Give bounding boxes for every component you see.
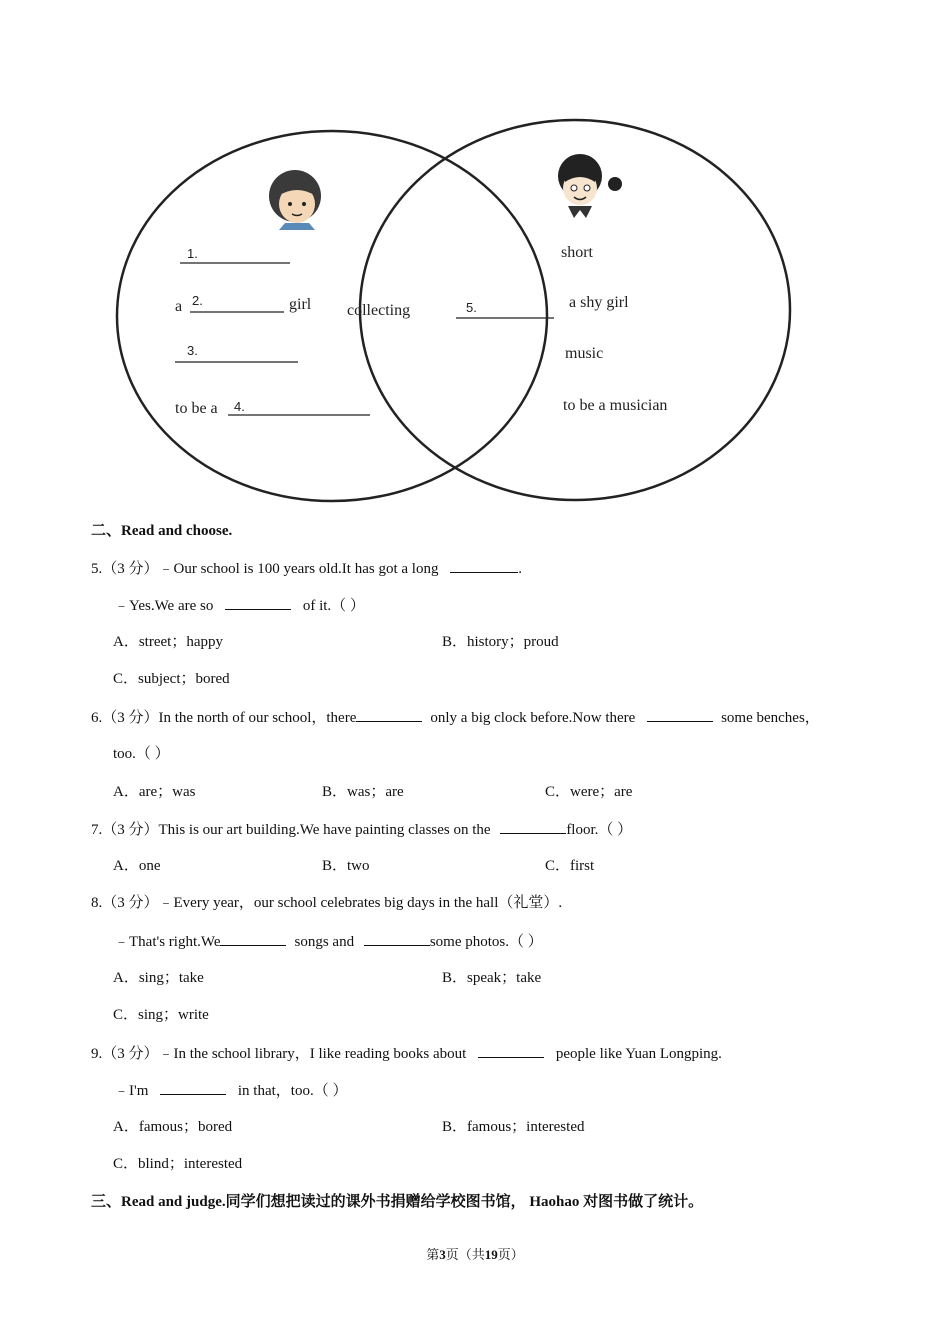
q6-stem2: only a big clock before.Now there bbox=[430, 710, 636, 726]
q7-end: floor.（ ） bbox=[566, 822, 633, 838]
q5-line1 bbox=[91, 558, 950, 579]
q6-blank2 bbox=[647, 707, 713, 722]
q9-reply2: in that，too.（ ） bbox=[237, 1083, 348, 1099]
middle-label: collecting bbox=[347, 302, 411, 319]
right-item-4: to be a musician bbox=[563, 397, 668, 414]
q8-option-c[interactable]: C．sing；write bbox=[113, 1007, 209, 1023]
q9-line2 bbox=[114, 1080, 950, 1101]
girl-left-icon bbox=[269, 170, 321, 230]
footer-post: 页） bbox=[497, 1247, 524, 1262]
q5-reply: ﹣Yes.We are so bbox=[114, 598, 214, 614]
q8-line1: 8.（3 分）﹣Every year，our school celebrates big days in the hall（礼堂）. bbox=[91, 895, 563, 911]
q5-blank2 bbox=[225, 595, 291, 610]
q8-reply2: songs and bbox=[294, 934, 355, 950]
q8-blank1 bbox=[220, 931, 286, 946]
blank5-number: 5. bbox=[466, 300, 477, 315]
q7-stem: 7.（3 分）This is our art building.We have painting classes on the bbox=[91, 822, 491, 838]
q6-option-b[interactable]: B．was；are bbox=[322, 784, 404, 800]
blank3-number: 3. bbox=[187, 343, 198, 358]
page-footer bbox=[0, 1244, 950, 1263]
q8-option-a[interactable]: A．sing；take bbox=[113, 970, 204, 986]
q9-stem1: 9.（3 分）﹣In the school library，I like reading books about bbox=[91, 1046, 467, 1062]
footer-pre: 第 bbox=[426, 1247, 440, 1262]
q9-blank2 bbox=[160, 1080, 226, 1095]
q7-blank bbox=[500, 819, 566, 834]
q5-option-a[interactable]: A．street；happy bbox=[113, 634, 223, 650]
left-circle bbox=[117, 131, 547, 501]
footer-page-number: 3 bbox=[439, 1247, 446, 1262]
venn-svg bbox=[110, 118, 800, 508]
q9-blank1 bbox=[478, 1043, 544, 1058]
blank4-prefix: to be a bbox=[175, 400, 218, 417]
q8-line2 bbox=[114, 931, 950, 952]
venn-diagram bbox=[110, 118, 800, 508]
q9-option-b[interactable]: B．famous；interested bbox=[442, 1119, 585, 1135]
blank1-number: 1. bbox=[187, 246, 198, 261]
q5-line2 bbox=[114, 595, 950, 616]
q9-option-c[interactable]: C．blind；interested bbox=[113, 1156, 243, 1172]
q6-blank1 bbox=[356, 707, 422, 722]
q6-line1 bbox=[91, 707, 950, 728]
right-item-1: short bbox=[561, 244, 593, 261]
q7-line1 bbox=[91, 819, 950, 840]
q6-option-c[interactable]: C．were；are bbox=[545, 784, 633, 800]
q5-stem: 5.（3 分）﹣Our school is 100 years old.It has got a long bbox=[91, 561, 439, 577]
q5-blank1 bbox=[450, 558, 518, 573]
q9-reply1: ﹣I'm bbox=[114, 1083, 149, 1099]
q5-option-c[interactable]: C．subject；bored bbox=[113, 671, 230, 687]
q9-line1 bbox=[91, 1043, 950, 1064]
q8-reply1: ﹣That's right.We bbox=[114, 934, 221, 950]
blank2-suffix: girl bbox=[289, 296, 312, 313]
q8-option-b[interactable]: B．speak；take bbox=[442, 970, 542, 986]
right-item-2: a shy girl bbox=[569, 294, 629, 311]
q5-option-b[interactable]: B．history；proud bbox=[442, 634, 559, 650]
q8-reply3: some photos.（ ） bbox=[429, 934, 543, 950]
q5-reply-end: of it.（ ） bbox=[302, 598, 365, 614]
girl-right-icon bbox=[558, 154, 622, 218]
q7-option-a[interactable]: A．one bbox=[113, 858, 161, 874]
q9-option-a[interactable]: A．famous；bored bbox=[113, 1119, 233, 1135]
q6-option-a[interactable]: A．are；was bbox=[113, 784, 196, 800]
section3-title: 三、Read and judge.同学们想把读过的课外书捐赠给学校图书馆， Haohao 对图书做了统计。 bbox=[91, 1194, 704, 1210]
q8-blank2 bbox=[364, 931, 430, 946]
section2-title: 二、Read and choose. bbox=[91, 523, 233, 539]
q6-stem3: some benches， bbox=[721, 710, 820, 726]
q6-stem1: 6.（3 分）In the north of our school，there bbox=[91, 710, 357, 726]
blank2-prefix: a bbox=[175, 298, 183, 315]
q7-option-b[interactable]: B．two bbox=[322, 858, 370, 874]
blank2-number: 2. bbox=[192, 293, 203, 308]
q5-end: . bbox=[518, 561, 522, 577]
q7-option-c[interactable]: C．first bbox=[545, 858, 595, 874]
q9-stem2: people like Yuan Longping. bbox=[555, 1046, 722, 1062]
q6-line2: too.（ ） bbox=[113, 746, 170, 762]
footer-mid: 页（共 bbox=[445, 1247, 485, 1262]
footer-total-pages: 19 bbox=[484, 1247, 498, 1262]
right-item-3: music bbox=[565, 345, 604, 362]
blank4-number: 4. bbox=[234, 399, 245, 414]
